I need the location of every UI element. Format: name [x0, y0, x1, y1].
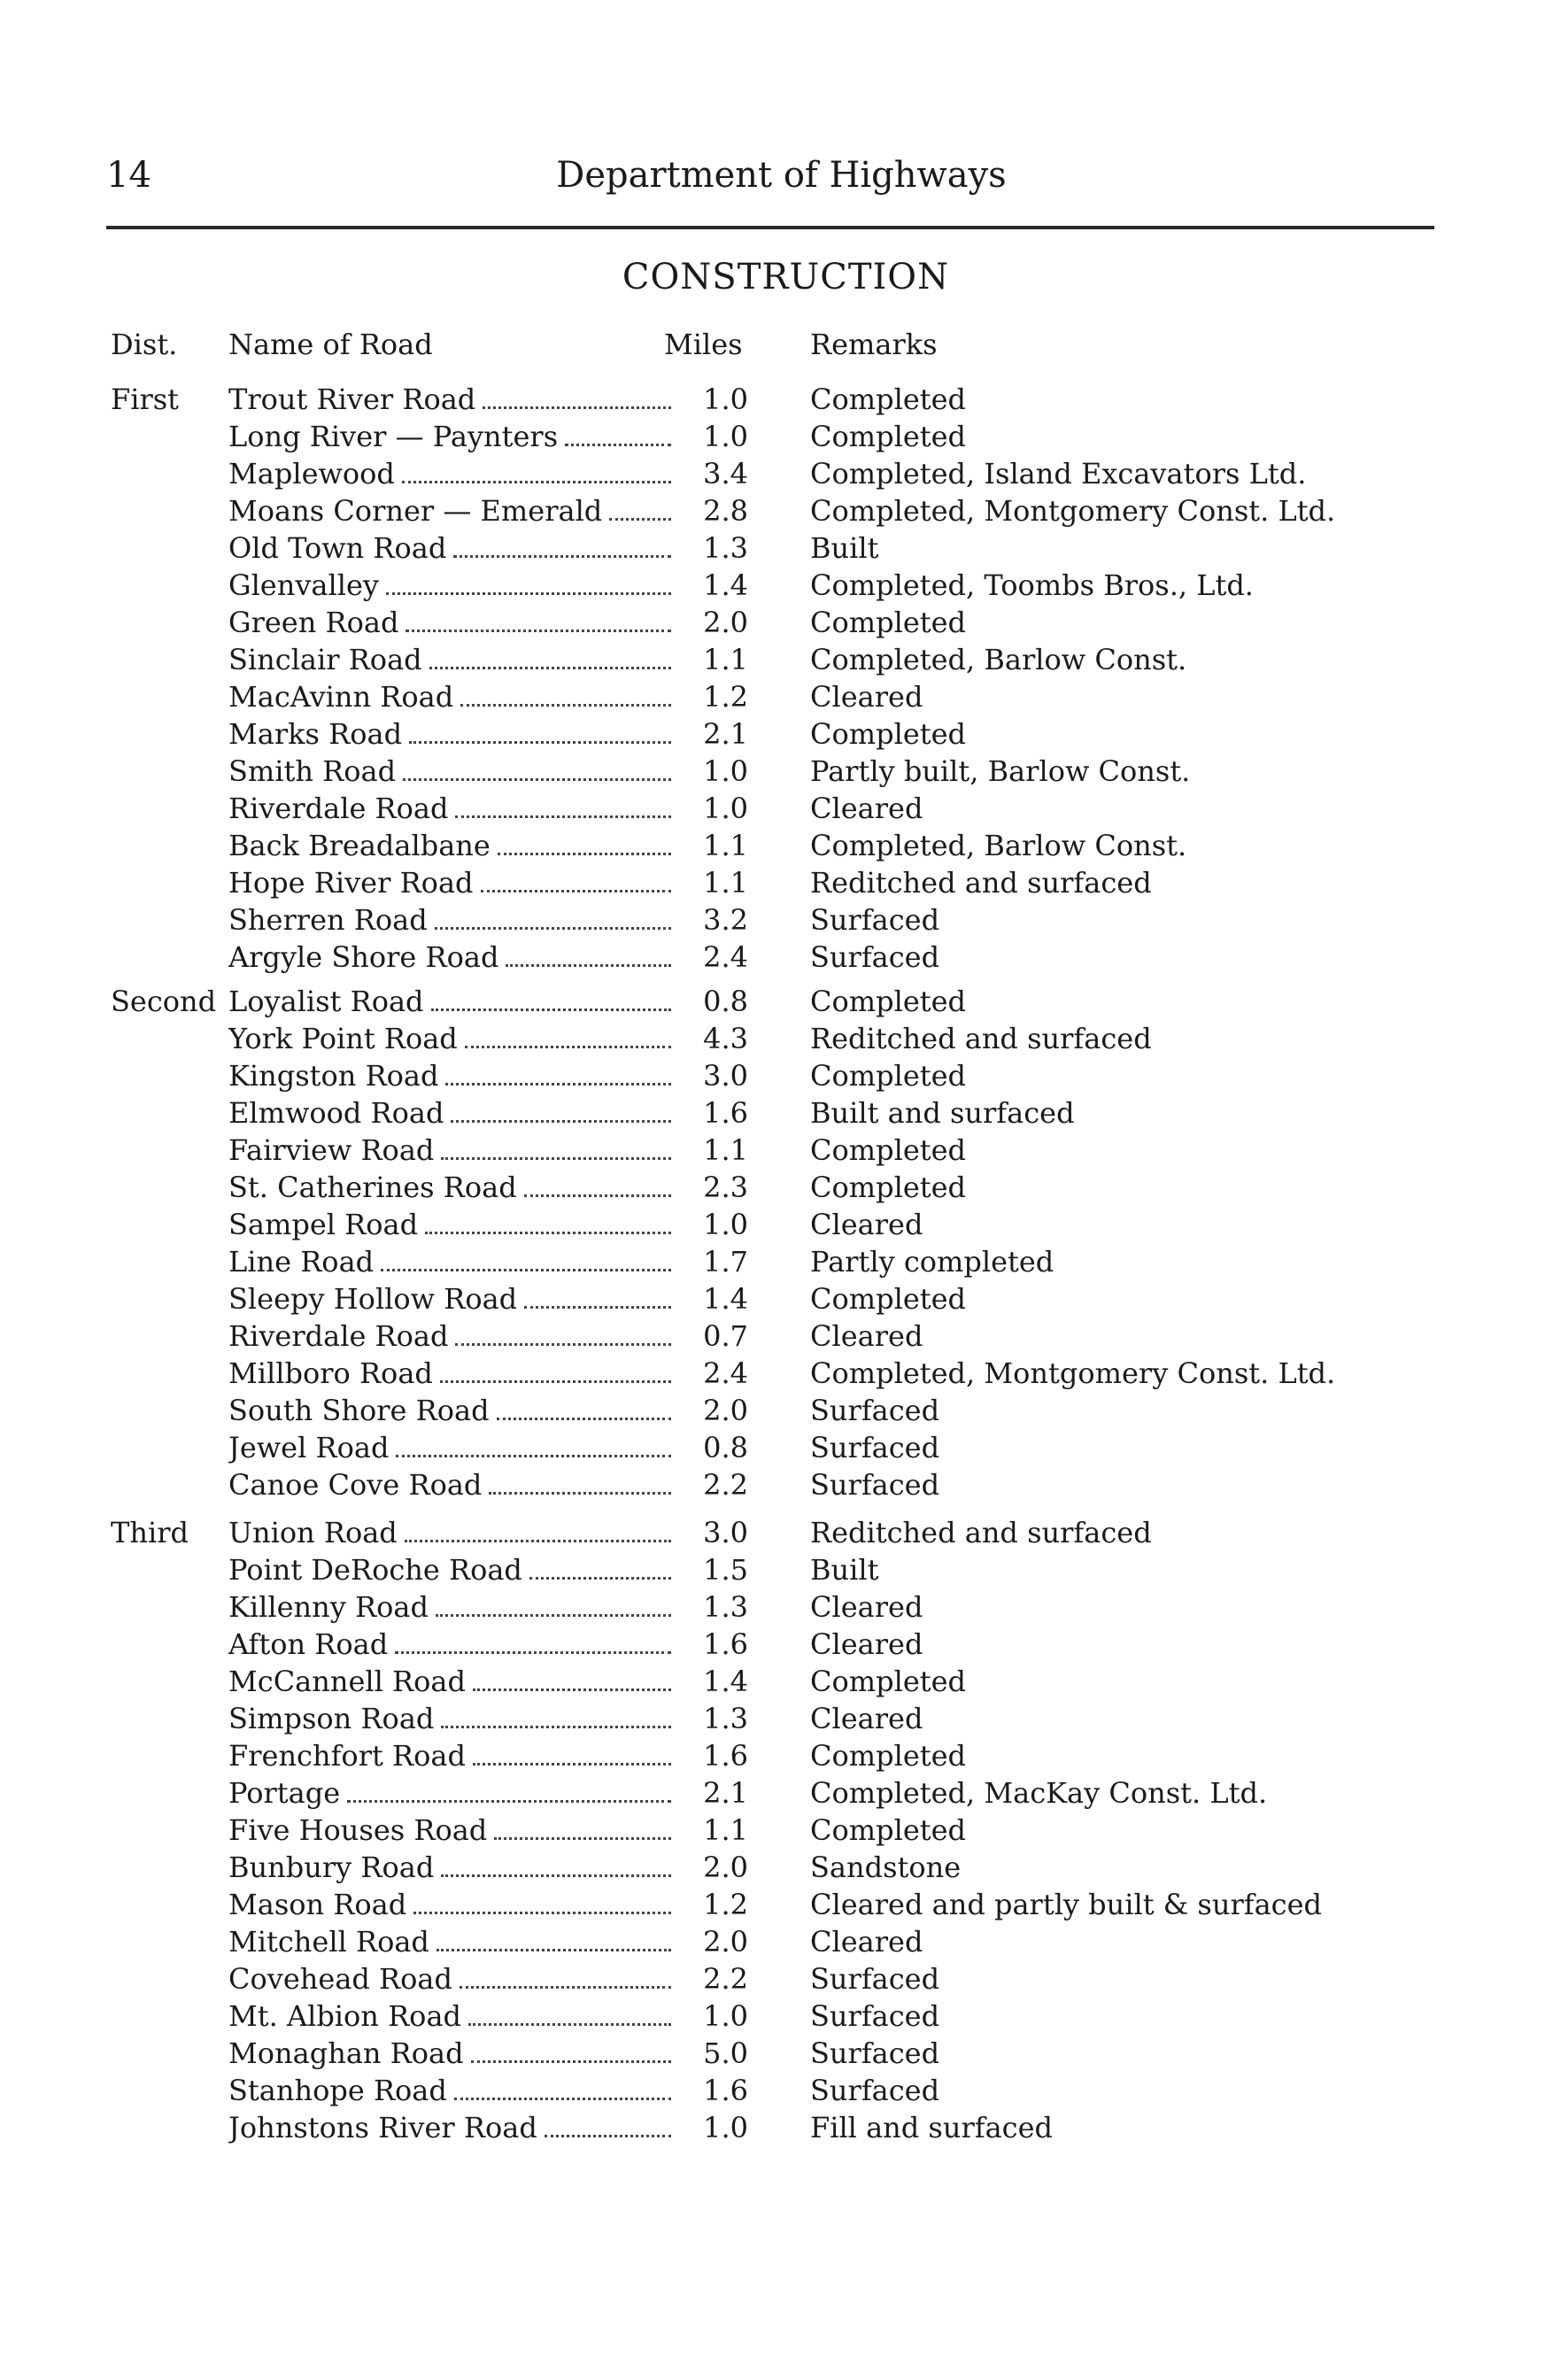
dot-leader [396, 1455, 671, 1457]
dot-leader [565, 444, 671, 446]
road-name: Smith Road [228, 754, 397, 788]
road-name: Trout River Road [228, 382, 476, 416]
road-name: Long River — Paynters [228, 420, 559, 453]
district-label: Second [111, 985, 217, 1018]
remarks-text: Surfaced [810, 2036, 940, 2070]
table-row [0, 1812, 1545, 1849]
dot-leader [529, 1577, 671, 1580]
remarks-text: Completed [810, 1171, 967, 1204]
miles-value: 2.4 [703, 940, 748, 974]
dot-leader [609, 518, 671, 521]
road-name-cell [228, 1280, 671, 1318]
table-row [0, 1663, 1545, 1700]
road-name: Simpson Road [228, 1702, 435, 1735]
miles-value: 1.3 [703, 1702, 748, 1735]
dot-leader [524, 1194, 671, 1197]
dot-leader [441, 1726, 671, 1728]
table-row [0, 1514, 1545, 1551]
remarks-text: Surfaced [810, 1431, 940, 1464]
table-row [0, 1429, 1545, 1466]
remarks-text: Cleared [810, 1627, 923, 1661]
road-name: Green Road [228, 606, 399, 639]
dot-leader [473, 1763, 671, 1766]
road-name: Five Houses Road [228, 1813, 488, 1847]
road-name: Mt. Albion Road [228, 1999, 461, 2033]
miles-value: 1.1 [703, 1133, 748, 1167]
remarks-text: Cleared [810, 792, 923, 825]
road-name: Sherren Road [228, 903, 428, 937]
road-name: Sinclair Road [228, 643, 422, 676]
road-name: Union Road [228, 1516, 398, 1549]
road-name-cell [228, 901, 671, 939]
road-name: Kingston Road [228, 1059, 439, 1093]
road-name: Portage [228, 1776, 341, 1810]
miles-value: 1.1 [703, 643, 748, 676]
table-row [0, 1392, 1545, 1429]
column-header-dist: Dist. [111, 328, 178, 361]
remarks-text: Built [810, 1553, 879, 1587]
miles-value: 1.4 [703, 568, 748, 602]
table-row [0, 790, 1545, 827]
miles-value: 1.6 [703, 2074, 748, 2107]
remarks-text: Built and surfaced [810, 1096, 1075, 1130]
remarks-text: Completed, Barlow Const. [810, 829, 1187, 862]
table-row [0, 1094, 1545, 1132]
table-row [0, 1243, 1545, 1280]
road-name-cell [228, 1626, 671, 1663]
miles-value: 2.0 [703, 1925, 748, 1959]
road-name-cell [228, 790, 671, 827]
table-row [0, 1774, 1545, 1812]
road-name-cell [228, 2035, 671, 2072]
remarks-text: Completed [810, 1665, 967, 1698]
road-name-cell [228, 455, 671, 492]
road-name-cell [228, 1243, 671, 1280]
section-title: CONSTRUCTION [622, 257, 950, 298]
road-name-cell [228, 2109, 671, 2146]
table-row [0, 1923, 1545, 1960]
road-name-cell [228, 1020, 671, 1057]
remarks-text: Surfaced [810, 1394, 940, 1427]
road-name-cell [228, 1774, 671, 1812]
road-name: Loyalist Road [228, 985, 424, 1018]
remarks-text: Surfaced [810, 940, 940, 974]
road-name: Old Town Road [228, 531, 447, 565]
road-name-cell [228, 1429, 671, 1466]
road-name: Mason Road [228, 1888, 407, 1921]
road-name-cell [228, 529, 671, 567]
dot-leader [429, 667, 671, 669]
table-row [0, 1318, 1545, 1355]
dot-leader [498, 853, 671, 855]
road-name-cell [228, 983, 671, 1020]
road-name-cell [228, 715, 671, 753]
remarks-text: Surfaced [810, 903, 940, 937]
miles-value: 2.2 [703, 1468, 748, 1502]
table-row [0, 418, 1545, 455]
road-name-cell [228, 1998, 671, 2035]
road-name-cell [228, 381, 671, 418]
table-row [0, 492, 1545, 529]
road-name: Killenny Road [228, 1590, 429, 1624]
road-name-cell [228, 827, 671, 864]
table-row [0, 1551, 1545, 1588]
dot-leader [381, 1269, 671, 1271]
road-name-cell [228, 1094, 671, 1132]
remarks-text: Cleared [810, 1208, 923, 1241]
road-name-cell [228, 1392, 671, 1429]
road-name: Covehead Road [228, 1962, 452, 1996]
dot-leader [395, 1651, 671, 1654]
road-name: St. Catherines Road [228, 1171, 517, 1204]
table-row [0, 1849, 1545, 1886]
remarks-text: Built [810, 531, 879, 565]
road-name-cell [228, 678, 671, 715]
district-label: First [111, 382, 180, 416]
miles-value: 1.0 [703, 420, 748, 453]
road-name-cell [228, 1514, 671, 1551]
road-name: Point DeRoche Road [228, 1553, 522, 1587]
road-name-cell [228, 1466, 671, 1503]
road-name-cell [228, 1663, 671, 1700]
road-name: Riverdale Road [228, 792, 449, 825]
road-name: Monaghan Road [228, 2036, 464, 2070]
dot-leader [441, 1874, 671, 1877]
road-name: South Shore Road [228, 1394, 490, 1427]
table-row [0, 1132, 1545, 1169]
miles-value: 1.5 [703, 1553, 748, 1587]
remarks-text: Cleared [810, 1702, 923, 1735]
remarks-text: Completed [810, 420, 967, 453]
remarks-text: Cleared [810, 1590, 923, 1624]
dot-leader [506, 964, 671, 967]
miles-value: 3.0 [703, 1059, 748, 1093]
road-name-cell [228, 492, 671, 529]
dot-leader [454, 2098, 671, 2100]
miles-value: 1.7 [703, 1245, 748, 1279]
road-name: Argyle Shore Road [228, 940, 499, 974]
table-row [0, 1737, 1545, 1774]
road-name-cell [228, 418, 671, 455]
dot-leader [489, 1492, 671, 1495]
miles-value: 1.3 [703, 531, 748, 565]
table-row [0, 2109, 1545, 2146]
miles-value: 2.8 [703, 494, 748, 528]
road-name: Sleepy Hollow Road [228, 1282, 518, 1316]
dot-leader [405, 1540, 671, 1542]
dot-leader [431, 1008, 671, 1011]
road-name-cell [228, 1923, 671, 1960]
table-row [0, 939, 1545, 976]
dot-leader [406, 630, 671, 632]
table-row [0, 2035, 1545, 2072]
road-name-cell [228, 1812, 671, 1849]
road-name-cell [228, 641, 671, 678]
road-name-cell [228, 1057, 671, 1094]
road-name-cell [228, 1355, 671, 1392]
dot-leader [386, 592, 671, 595]
district-label: Third [111, 1516, 189, 1549]
road-name: Sampel Road [228, 1208, 419, 1241]
table-row [0, 1626, 1545, 1663]
road-name-cell [228, 1700, 671, 1737]
miles-value: 4.3 [703, 1022, 748, 1055]
road-name: Afton Road [228, 1627, 389, 1661]
miles-value: 0.8 [703, 1431, 748, 1464]
road-name-cell [228, 604, 671, 641]
remarks-text: Surfaced [810, 2074, 940, 2107]
miles-value: 1.0 [703, 2111, 748, 2144]
dot-leader [468, 2023, 671, 2026]
table-row [0, 864, 1545, 901]
table-row [0, 455, 1545, 492]
road-name-cell [228, 1588, 671, 1626]
miles-value: 3.2 [703, 903, 748, 937]
table-row [0, 1700, 1545, 1737]
remarks-text: Surfaced [810, 1468, 940, 1502]
miles-value: 1.0 [703, 754, 748, 788]
table-row [0, 1960, 1545, 1998]
dot-leader [451, 1120, 671, 1123]
remarks-text: Fill and surfaced [810, 2111, 1054, 2144]
miles-value: 2.0 [703, 606, 748, 639]
dot-leader [403, 778, 671, 781]
dot-leader [445, 1083, 671, 1086]
remarks-text: Completed [810, 1813, 967, 1847]
remarks-text: Completed, Barlow Const. [810, 643, 1187, 676]
miles-value: 2.1 [703, 1776, 748, 1810]
road-name: Riverdale Road [228, 1319, 449, 1353]
dot-leader [481, 890, 672, 892]
table-row [0, 529, 1545, 567]
road-name-cell [228, 1132, 671, 1169]
header-rule [106, 226, 1434, 229]
dot-leader [460, 1986, 671, 1989]
page-number: 14 [106, 155, 151, 196]
miles-value: 2.4 [703, 1356, 748, 1390]
remarks-text: Completed [810, 1739, 967, 1773]
miles-value: 2.0 [703, 1851, 748, 1884]
miles-value: 3.4 [703, 457, 748, 491]
miles-value: 1.1 [703, 829, 748, 862]
column-header-name: Name of Road [228, 328, 433, 361]
table-row [0, 2072, 1545, 2109]
table-row [0, 983, 1545, 1020]
road-name: MacAvinn Road [228, 680, 454, 714]
dot-leader [483, 406, 671, 409]
road-name: Bunbury Road [228, 1851, 435, 1884]
remarks-text: Reditched and surfaced [810, 1516, 1152, 1549]
table-row [0, 1206, 1545, 1243]
road-name: Moans Corner — Emerald [228, 494, 603, 528]
miles-value: 2.0 [703, 1394, 748, 1427]
remarks-text: Completed [810, 985, 967, 1018]
dot-leader [453, 555, 671, 558]
miles-value: 1.1 [703, 866, 748, 900]
dot-leader [435, 927, 671, 930]
miles-value: 1.0 [703, 792, 748, 825]
dot-leader [524, 1306, 671, 1309]
remarks-text: Cleared and partly built & surfaced [810, 1888, 1323, 1921]
remarks-text: Sandstone [810, 1851, 962, 1884]
remarks-text: Completed, Montgomery Const. Ltd. [810, 1356, 1336, 1390]
remarks-text: Completed, Toombs Bros., Ltd. [810, 568, 1254, 602]
miles-value: 1.6 [703, 1739, 748, 1773]
dot-leader [455, 1343, 671, 1346]
road-name: Stanhope Road [228, 2074, 447, 2107]
road-name-cell [228, 1886, 671, 1923]
remarks-text: Completed [810, 717, 967, 751]
miles-value: 1.0 [703, 382, 748, 416]
remarks-text: Partly built, Barlow Const. [810, 754, 1191, 788]
dot-leader [402, 481, 671, 483]
miles-value: 2.1 [703, 717, 748, 751]
road-name: Back Breadalbane [228, 829, 491, 862]
road-name: Johnstons River Road [228, 2111, 537, 2144]
miles-value: 0.7 [703, 1319, 748, 1353]
remarks-text: Completed [810, 382, 967, 416]
road-name: Glenvalley [228, 568, 379, 602]
remarks-text: Reditched and surfaced [810, 866, 1152, 900]
remarks-text: Completed, Island Excavators Ltd. [810, 457, 1307, 491]
table-row [0, 1355, 1545, 1392]
road-name: Marks Road [228, 717, 403, 751]
table-row [0, 901, 1545, 939]
miles-value: 5.0 [703, 2036, 748, 2070]
miles-value: 1.6 [703, 1627, 748, 1661]
table-row [0, 1998, 1545, 2035]
road-name-cell [228, 753, 671, 790]
table-row [0, 1886, 1545, 1923]
miles-value: 1.4 [703, 1282, 748, 1316]
table-row [0, 753, 1545, 790]
miles-value: 2.2 [703, 1962, 748, 1996]
table-row [0, 567, 1545, 604]
road-name-cell [228, 1318, 671, 1355]
road-name: Canoe Cove Road [228, 1468, 483, 1502]
miles-value: 1.1 [703, 1813, 748, 1847]
road-name: Fairview Road [228, 1133, 435, 1167]
road-name: McCannell Road [228, 1665, 466, 1698]
remarks-text: Surfaced [810, 1999, 940, 2033]
dot-leader [347, 1800, 671, 1803]
road-name-cell [228, 1169, 671, 1206]
table-row [0, 1169, 1545, 1206]
road-name: Line Road [228, 1245, 375, 1279]
road-name: Hope River Road [228, 866, 474, 900]
table-row [0, 641, 1545, 678]
dot-leader [473, 1688, 671, 1691]
dot-leader [413, 1912, 671, 1914]
dot-leader [465, 1046, 671, 1048]
miles-value: 1.2 [703, 680, 748, 714]
table-row [0, 715, 1545, 753]
road-name: Mitchell Road [228, 1925, 429, 1959]
table-row [0, 1588, 1545, 1626]
dot-leader [440, 1380, 671, 1383]
road-name-cell [228, 1551, 671, 1588]
dot-leader [460, 704, 671, 707]
remarks-text: Completed, Montgomery Const. Ltd. [810, 494, 1336, 528]
road-name: Millboro Road [228, 1356, 433, 1390]
remarks-text: Cleared [810, 1319, 923, 1353]
miles-value: 0.8 [703, 985, 748, 1018]
road-name-cell [228, 939, 671, 976]
dot-leader [409, 741, 671, 744]
remarks-text: Reditched and surfaced [810, 1022, 1152, 1055]
road-name-cell [228, 1849, 671, 1886]
table-row [0, 827, 1545, 864]
road-name-cell [228, 1206, 671, 1243]
miles-value: 3.0 [703, 1516, 748, 1549]
remarks-text: Completed [810, 606, 967, 639]
road-name: York Point Road [228, 1022, 458, 1055]
remarks-text: Completed, MacKay Const. Ltd. [810, 1776, 1268, 1810]
remarks-text: Cleared [810, 680, 923, 714]
road-name: Elmwood Road [228, 1096, 444, 1130]
dot-leader [497, 1418, 671, 1420]
table-row [0, 604, 1545, 641]
miles-value: 1.6 [703, 1096, 748, 1130]
column-header-miles: Miles [664, 328, 743, 361]
dot-leader [436, 1614, 671, 1617]
miles-value: 1.0 [703, 1208, 748, 1241]
remarks-text: Cleared [810, 1925, 923, 1959]
dot-leader [441, 1157, 671, 1160]
remarks-text: Completed [810, 1133, 967, 1167]
road-name-cell [228, 864, 671, 901]
dot-leader [455, 815, 671, 818]
dot-leader [494, 1837, 671, 1840]
dot-leader [425, 1232, 671, 1234]
road-name: Jewel Road [228, 1431, 390, 1464]
remarks-text: Completed [810, 1059, 967, 1093]
dot-leader [436, 1949, 671, 1951]
dot-leader [545, 2135, 671, 2137]
miles-value: 1.2 [703, 1888, 748, 1921]
miles-value: 1.0 [703, 1999, 748, 2033]
table-row [0, 1020, 1545, 1057]
table-row [0, 1466, 1545, 1503]
miles-value: 1.4 [703, 1665, 748, 1698]
dot-leader [471, 2060, 671, 2063]
table-row [0, 381, 1545, 418]
remarks-text: Surfaced [810, 1962, 940, 1996]
road-name-cell [228, 1737, 671, 1774]
table-row [0, 1280, 1545, 1318]
road-name: Frenchfort Road [228, 1739, 466, 1773]
column-header-remarks: Remarks [810, 328, 938, 361]
miles-value: 1.3 [703, 1590, 748, 1624]
remarks-text: Partly completed [810, 1245, 1054, 1279]
miles-value: 2.3 [703, 1171, 748, 1204]
road-name: Maplewood [228, 457, 395, 491]
road-name-cell [228, 1960, 671, 1998]
table-row [0, 678, 1545, 715]
table-row [0, 1057, 1545, 1094]
remarks-text: Completed [810, 1282, 967, 1316]
running-head: Department of Highways [556, 155, 1007, 196]
road-name-cell [228, 567, 671, 604]
road-name-cell [228, 2072, 671, 2109]
